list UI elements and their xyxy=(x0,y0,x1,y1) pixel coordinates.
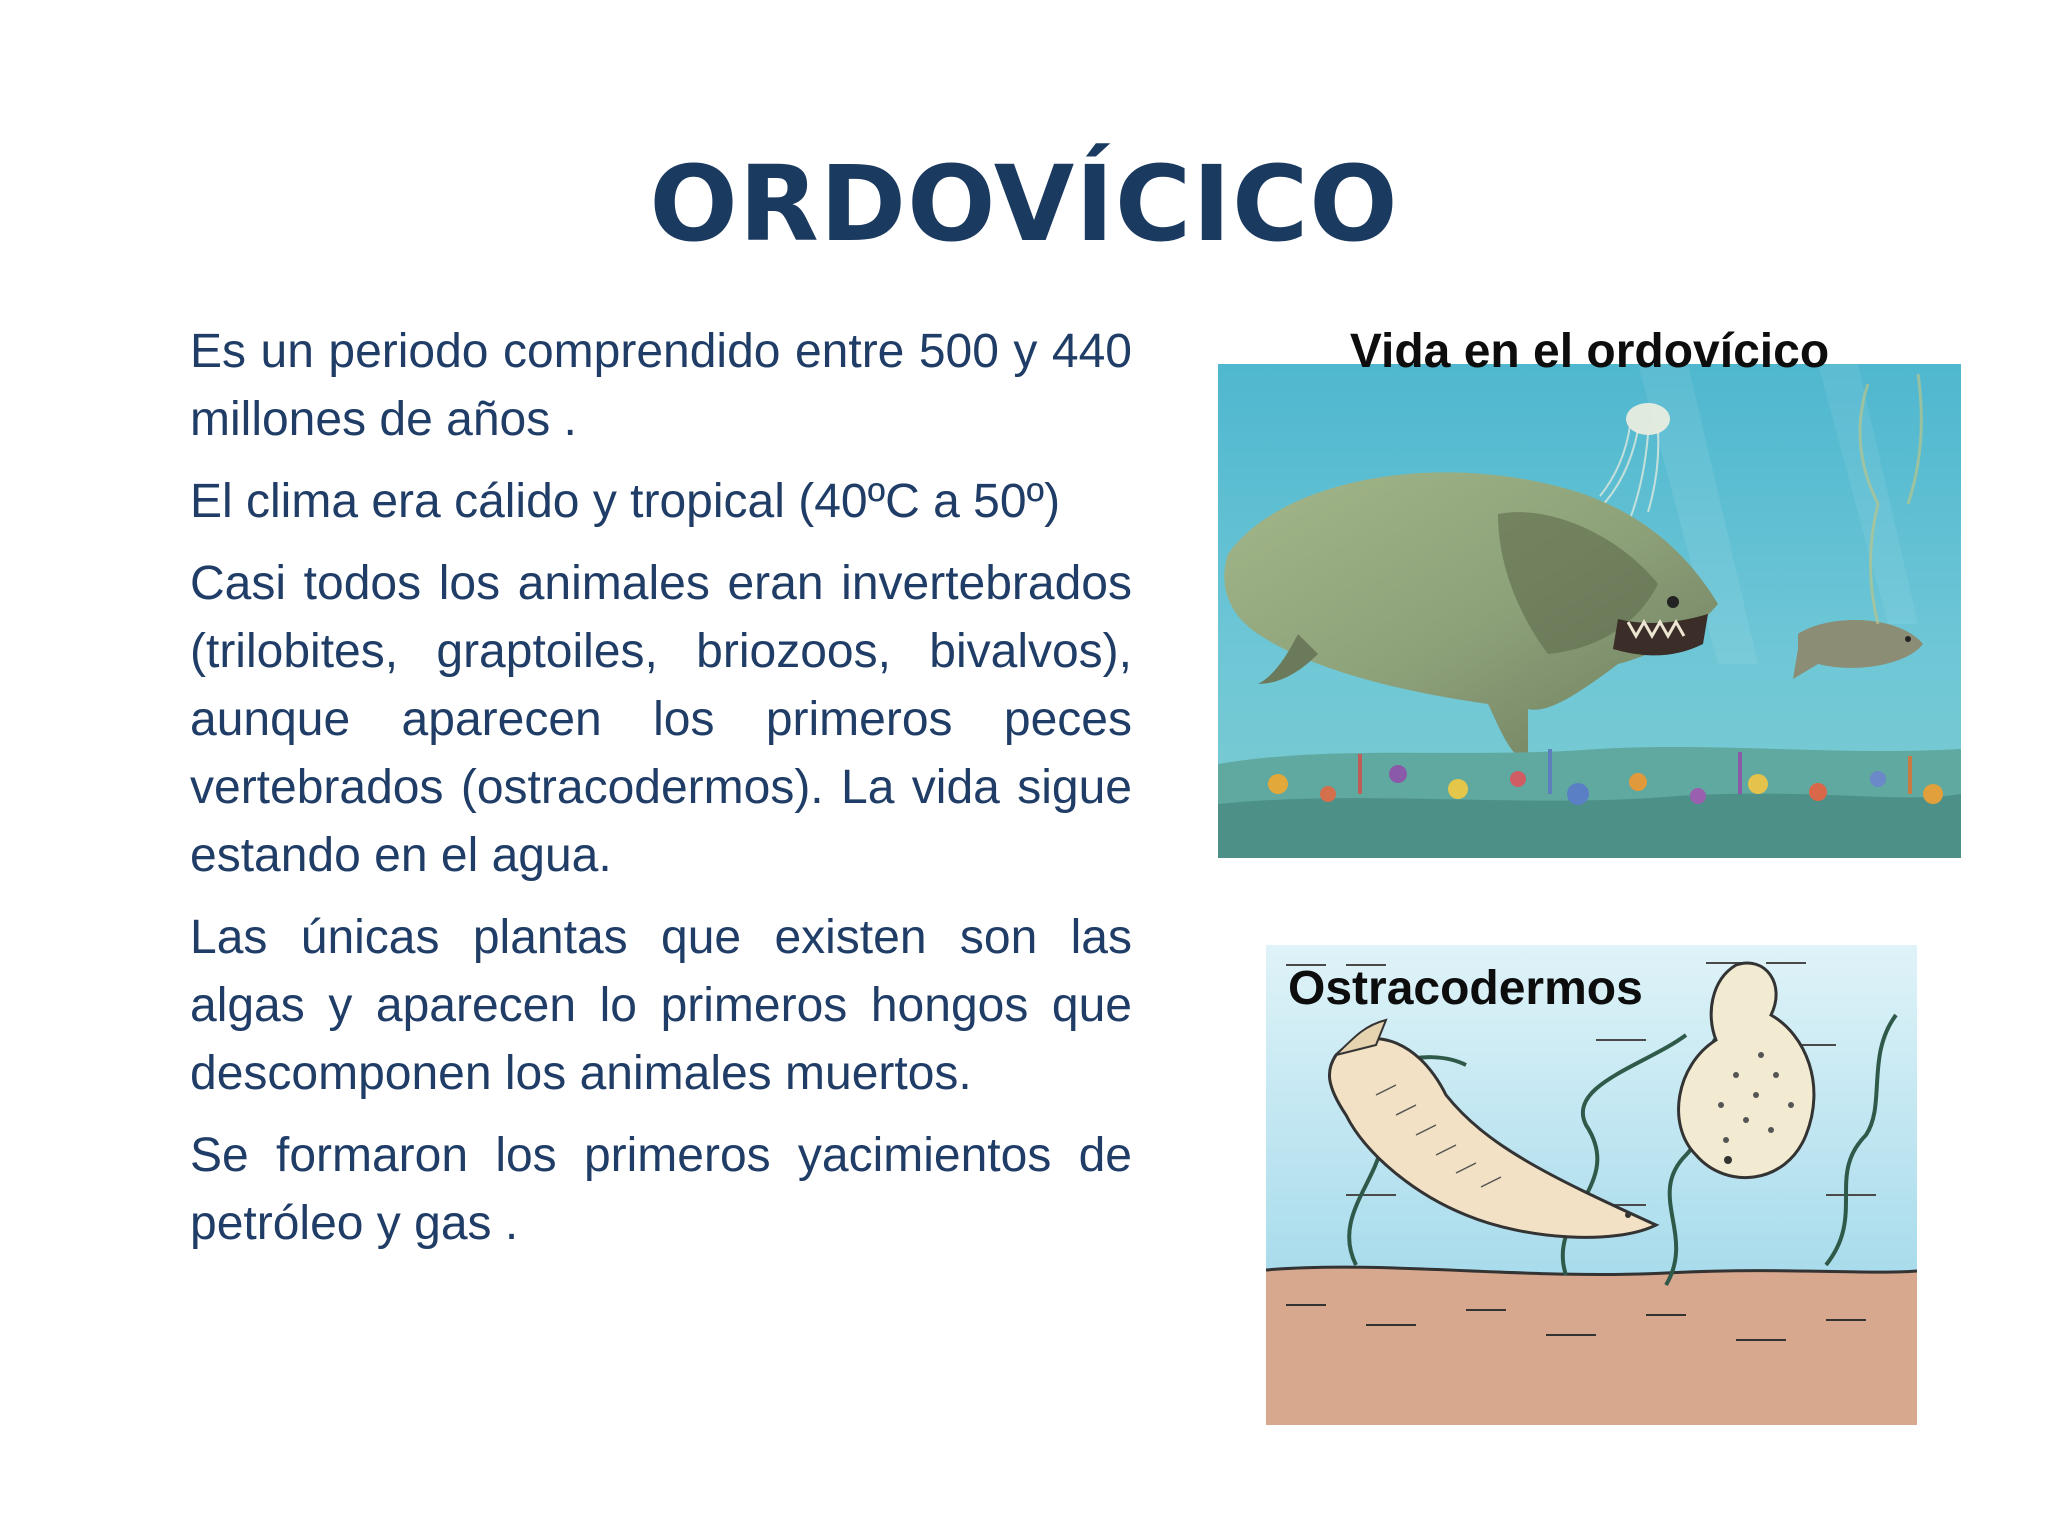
paragraph-climate: El clima era cálido y tropical (40ºC a 50º) xyxy=(190,475,1061,528)
prehistoric-fish-icon xyxy=(1218,364,1961,858)
ostracoderms-image xyxy=(1266,945,1917,1425)
ordovician-life-image xyxy=(1218,364,1961,858)
paragraph-deposits: Se formaron los primeros yacimientos de petróleo y gas . xyxy=(190,1129,1132,1250)
slide-title: ORDOVÍCICO xyxy=(649,143,1399,265)
paragraph-animals: Casi todos los animales eran invertebrados (trilobites, graptoiles, briozoos, bivalvos), aunque aparecen los primeros peces vertebrados (ostracodermos). La vida sigue estando en el agua. xyxy=(190,557,1132,882)
ostracoderms-caption: Ostracodermos xyxy=(1288,962,1643,1015)
slide-body xyxy=(190,318,1132,1272)
ordovician-life-caption: Vida en el ordovícico xyxy=(1349,325,1830,378)
paragraph-plants: Las únicas plantas que existen son las algas y aparecen lo primeros hongos que descomponen los animales muertos. xyxy=(190,911,1132,1100)
paragraph-period: Es un periodo comprendido entre 500 y 440 millones de años . xyxy=(190,325,1132,446)
ostracoderm-icon xyxy=(1266,945,1917,1425)
